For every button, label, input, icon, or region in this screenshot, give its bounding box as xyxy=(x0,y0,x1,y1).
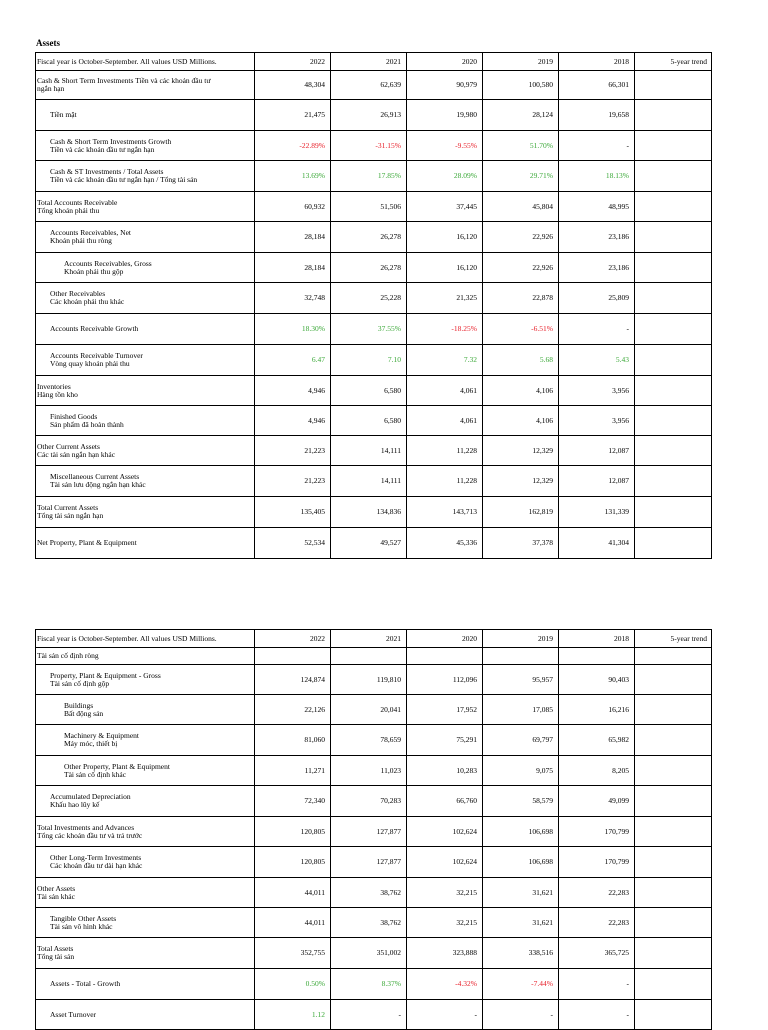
trend-cell xyxy=(635,648,712,665)
cell: 19,980 xyxy=(407,100,483,131)
cell: 26,278 xyxy=(331,253,407,283)
cell xyxy=(407,648,483,665)
row-label: Other Receivables Các khoản phải thu khác xyxy=(36,283,255,314)
cell: -4.32% xyxy=(407,969,483,1000)
table-row xyxy=(36,192,712,222)
cell xyxy=(331,648,407,665)
table-row xyxy=(36,847,712,878)
trend-cell xyxy=(635,878,712,908)
year-header: 2018 xyxy=(559,630,635,648)
table-row xyxy=(36,969,712,1000)
cell: 5.43 xyxy=(559,345,635,376)
cell: 12,087 xyxy=(559,466,635,497)
assets-table-1 xyxy=(35,52,712,559)
row-label: Accounts Receivables, Net Khoản phải thu ròng xyxy=(36,222,255,253)
cell: 51.70% xyxy=(483,131,559,161)
cell: 11,271 xyxy=(255,756,331,786)
table-row xyxy=(36,528,712,559)
trend-cell xyxy=(635,847,712,878)
trend-cell xyxy=(635,725,712,756)
row-label: Total Accounts Receivable Tổng khoản phải thu xyxy=(36,192,255,222)
table-row xyxy=(36,161,712,192)
trend-cell xyxy=(635,908,712,938)
year-header: 2021 xyxy=(331,630,407,648)
cell: 22,283 xyxy=(559,908,635,938)
row-label: Buildings Bất động sản xyxy=(36,695,255,725)
row-label: Accounts Receivables, Gross Khoản phải thu gộp xyxy=(36,253,255,283)
cell: 44,011 xyxy=(255,908,331,938)
trend-cell xyxy=(635,131,712,161)
cell: 127,877 xyxy=(331,817,407,847)
row-label: Property, Plant & Equipment - Gross Tài sản cố định gộp xyxy=(36,665,255,695)
trend-cell xyxy=(635,756,712,786)
cell: 162,819 xyxy=(483,497,559,528)
row-label: Assets - Total - Growth xyxy=(36,969,255,1000)
table-row xyxy=(36,253,712,283)
cell: 66,301 xyxy=(559,71,635,100)
cell: 17.85% xyxy=(331,161,407,192)
row-label: Total Current Assets Tổng tài sản ngắn hạn xyxy=(36,497,255,528)
table-row xyxy=(36,376,712,406)
cell: 49,527 xyxy=(331,528,407,559)
table-row xyxy=(36,695,712,725)
cell: 135,405 xyxy=(255,497,331,528)
trend-cell xyxy=(635,71,712,100)
trend-cell xyxy=(635,376,712,406)
cell: -9.55% xyxy=(407,131,483,161)
cell xyxy=(255,648,331,665)
cell xyxy=(559,648,635,665)
cell: 41,304 xyxy=(559,528,635,559)
trend-cell xyxy=(635,1000,712,1030)
cell: 37,445 xyxy=(407,192,483,222)
row-label: Other Current Assets Các tài sản ngắn hạn khác xyxy=(36,436,255,466)
cell: 32,215 xyxy=(407,878,483,908)
trend-cell xyxy=(635,192,712,222)
cell: 10,283 xyxy=(407,756,483,786)
table-row xyxy=(36,817,712,847)
cell: - xyxy=(331,1000,407,1030)
cell: 78,659 xyxy=(331,725,407,756)
cell: 8.37% xyxy=(331,969,407,1000)
cell: 60,932 xyxy=(255,192,331,222)
cell: 17,085 xyxy=(483,695,559,725)
cell: 4,946 xyxy=(255,406,331,436)
cell: 119,810 xyxy=(331,665,407,695)
row-label: Tiền mặt xyxy=(36,100,255,131)
cell: 51,506 xyxy=(331,192,407,222)
cell: 127,877 xyxy=(331,847,407,878)
cell: 22,283 xyxy=(559,878,635,908)
cell: 120,805 xyxy=(255,817,331,847)
table-row xyxy=(36,938,712,969)
row-label: Other Long-Term Investments Các khoản đầu tư dài hạn khác xyxy=(36,847,255,878)
cell: 31,621 xyxy=(483,908,559,938)
trend-cell xyxy=(635,817,712,847)
cell: 22,926 xyxy=(483,222,559,253)
cell: 49,099 xyxy=(559,786,635,817)
cell: 365,725 xyxy=(559,938,635,969)
cell: 48,304 xyxy=(255,71,331,100)
cell: 69,797 xyxy=(483,725,559,756)
cell: 3,956 xyxy=(559,406,635,436)
row-label: Tài sản cố định ròng xyxy=(36,648,255,665)
table-row xyxy=(36,71,712,100)
cell: 62,639 xyxy=(331,71,407,100)
cell: 351,002 xyxy=(331,938,407,969)
cell: 90,403 xyxy=(559,665,635,695)
cell: 28,184 xyxy=(255,253,331,283)
cell: - xyxy=(559,131,635,161)
trend-cell xyxy=(635,695,712,725)
cell: 52,534 xyxy=(255,528,331,559)
cell: 21,223 xyxy=(255,436,331,466)
trend-cell xyxy=(635,314,712,345)
cell: 16,216 xyxy=(559,695,635,725)
table-header-row xyxy=(36,630,712,648)
row-label: Inventories Hàng tồn kho xyxy=(36,376,255,406)
cell: 11,023 xyxy=(331,756,407,786)
row-label: Machinery & Equipment Máy móc, thiết bị xyxy=(36,725,255,756)
trend-cell xyxy=(635,100,712,131)
cell: 26,278 xyxy=(331,222,407,253)
cell: 352,755 xyxy=(255,938,331,969)
cell: 11,228 xyxy=(407,436,483,466)
trend-cell xyxy=(635,161,712,192)
year-header: 2021 xyxy=(331,53,407,71)
cell: 170,799 xyxy=(559,847,635,878)
cell: 44,011 xyxy=(255,878,331,908)
cell: 26,913 xyxy=(331,100,407,131)
cell: 124,874 xyxy=(255,665,331,695)
cell: 12,087 xyxy=(559,436,635,466)
row-label: Finished Goods Sản phẩm đã hoàn thành xyxy=(36,406,255,436)
table-row xyxy=(36,466,712,497)
table-row xyxy=(36,222,712,253)
cell: 37,378 xyxy=(483,528,559,559)
cell: 66,760 xyxy=(407,786,483,817)
cell: - xyxy=(559,1000,635,1030)
cell: 81,060 xyxy=(255,725,331,756)
year-header: 2022 xyxy=(255,53,331,71)
trend-header: 5-year trend xyxy=(635,53,712,71)
cell: 58,579 xyxy=(483,786,559,817)
cell: - xyxy=(559,969,635,1000)
cell: 106,698 xyxy=(483,847,559,878)
cell: 7.10 xyxy=(331,345,407,376)
cell: 9,075 xyxy=(483,756,559,786)
cell: 32,748 xyxy=(255,283,331,314)
trend-cell xyxy=(635,436,712,466)
cell: 102,624 xyxy=(407,847,483,878)
table-row xyxy=(36,786,712,817)
cell: 3,956 xyxy=(559,376,635,406)
year-header: 2020 xyxy=(407,53,483,71)
cell: - xyxy=(407,1000,483,1030)
trend-cell xyxy=(635,283,712,314)
cell: 23,186 xyxy=(559,222,635,253)
cell: 45,336 xyxy=(407,528,483,559)
cell: 143,713 xyxy=(407,497,483,528)
cell: 28,184 xyxy=(255,222,331,253)
cell: 37.55% xyxy=(331,314,407,345)
row-label: Cash & Short Term Investments Growth Tiền và các khoản đầu tư ngắn hạn xyxy=(36,131,255,161)
cell: 17,952 xyxy=(407,695,483,725)
table-row xyxy=(36,406,712,436)
cell: 31,621 xyxy=(483,878,559,908)
cell: 5.68 xyxy=(483,345,559,376)
cell: 106,698 xyxy=(483,817,559,847)
cell: 16,120 xyxy=(407,253,483,283)
cell: 6,580 xyxy=(331,376,407,406)
cell: - xyxy=(483,1000,559,1030)
cell: 38,762 xyxy=(331,908,407,938)
table-row xyxy=(36,665,712,695)
cell: 70,283 xyxy=(331,786,407,817)
cell: 72,340 xyxy=(255,786,331,817)
cell: 65,982 xyxy=(559,725,635,756)
row-label: Other Assets Tài sản khác xyxy=(36,878,255,908)
row-label: Net Property, Plant & Equipment xyxy=(36,528,255,559)
cell: 75,291 xyxy=(407,725,483,756)
cell: 14,111 xyxy=(331,466,407,497)
trend-cell xyxy=(635,345,712,376)
cell: -18.25% xyxy=(407,314,483,345)
year-header: 2022 xyxy=(255,630,331,648)
cell: 323,888 xyxy=(407,938,483,969)
cell: 18.30% xyxy=(255,314,331,345)
table-row xyxy=(36,878,712,908)
trend-cell xyxy=(635,497,712,528)
cell: 100,580 xyxy=(483,71,559,100)
cell: 1.12 xyxy=(255,1000,331,1030)
cell: 8,205 xyxy=(559,756,635,786)
table-row xyxy=(36,436,712,466)
cell: 120,805 xyxy=(255,847,331,878)
cell: 25,228 xyxy=(331,283,407,314)
cell: 6,580 xyxy=(331,406,407,436)
cell: 170,799 xyxy=(559,817,635,847)
row-label: Accounts Receivable Turnover Vòng quay khoản phải thu xyxy=(36,345,255,376)
cell: 102,624 xyxy=(407,817,483,847)
cell: 28.09% xyxy=(407,161,483,192)
cell: 20,041 xyxy=(331,695,407,725)
trend-cell xyxy=(635,222,712,253)
cell: 134,836 xyxy=(331,497,407,528)
cell: 25,809 xyxy=(559,283,635,314)
trend-cell xyxy=(635,786,712,817)
year-header: 2019 xyxy=(483,630,559,648)
table-row xyxy=(36,283,712,314)
cell: 23,186 xyxy=(559,253,635,283)
cell: 4,061 xyxy=(407,406,483,436)
cell: 21,475 xyxy=(255,100,331,131)
cell: 22,126 xyxy=(255,695,331,725)
row-label: Cash & ST Investments / Total Assets Tiền và các khoản đầu tư ngắn hạn / Tổng tài sản xyxy=(36,161,255,192)
row-label: Total Investments and Advances Tổng các khoản đầu tư và trả trước xyxy=(36,817,255,847)
cell: 18.13% xyxy=(559,161,635,192)
year-header: 2019 xyxy=(483,53,559,71)
row-label: Cash & Short Term Investments Tiền và các khoản đầu tư ngắn hạn xyxy=(36,71,255,100)
cell: 4,061 xyxy=(407,376,483,406)
cell: 14,111 xyxy=(331,436,407,466)
cell: 90,979 xyxy=(407,71,483,100)
table-row xyxy=(36,100,712,131)
cell: 29.71% xyxy=(483,161,559,192)
trend-cell xyxy=(635,406,712,436)
cell: 21,325 xyxy=(407,283,483,314)
trend-header: 5-year trend xyxy=(635,630,712,648)
row-label: Miscellaneous Current Assets Tài sản lưu động ngắn hạn khác xyxy=(36,466,255,497)
cell: 4,946 xyxy=(255,376,331,406)
trend-cell xyxy=(635,528,712,559)
cell: -22.89% xyxy=(255,131,331,161)
cell: 0.50% xyxy=(255,969,331,1000)
cell: 21,223 xyxy=(255,466,331,497)
header-label: Fiscal year is October-September. All values USD Millions. xyxy=(36,53,255,71)
table-row xyxy=(36,725,712,756)
cell: 16,120 xyxy=(407,222,483,253)
row-label: Accumulated Depreciation Khấu hao lũy kế xyxy=(36,786,255,817)
cell: 13.69% xyxy=(255,161,331,192)
cell: 12,329 xyxy=(483,466,559,497)
cell: 22,926 xyxy=(483,253,559,283)
trend-cell xyxy=(635,969,712,1000)
cell: 22,878 xyxy=(483,283,559,314)
cell: -6.51% xyxy=(483,314,559,345)
trend-cell xyxy=(635,253,712,283)
cell: 338,516 xyxy=(483,938,559,969)
row-label: Tangible Other Assets Tài sản vô hình khác xyxy=(36,908,255,938)
row-label: Other Property, Plant & Equipment Tài sản cố định khác xyxy=(36,756,255,786)
table-row xyxy=(36,345,712,376)
table-row xyxy=(36,756,712,786)
cell: 7.32 xyxy=(407,345,483,376)
year-header: 2020 xyxy=(407,630,483,648)
row-label: Accounts Receivable Growth xyxy=(36,314,255,345)
header-label: Fiscal year is October-September. All values USD Millions. xyxy=(36,630,255,648)
assets-table-2 xyxy=(35,629,712,1030)
table-row xyxy=(36,314,712,345)
cell: -7.44% xyxy=(483,969,559,1000)
cell: 6.47 xyxy=(255,345,331,376)
cell: 95,957 xyxy=(483,665,559,695)
trend-cell xyxy=(635,466,712,497)
cell: 4,106 xyxy=(483,406,559,436)
table-row xyxy=(36,1000,712,1030)
table-row xyxy=(36,497,712,528)
cell xyxy=(483,648,559,665)
cell: -31.15% xyxy=(331,131,407,161)
cell: 45,804 xyxy=(483,192,559,222)
cell: - xyxy=(559,314,635,345)
section-title: Assets xyxy=(36,38,60,48)
cell: 38,762 xyxy=(331,878,407,908)
cell: 131,339 xyxy=(559,497,635,528)
table-row xyxy=(36,908,712,938)
trend-cell xyxy=(635,665,712,695)
table-row xyxy=(36,648,712,665)
cell: 12,329 xyxy=(483,436,559,466)
trend-cell xyxy=(635,938,712,969)
cell: 112,096 xyxy=(407,665,483,695)
year-header: 2018 xyxy=(559,53,635,71)
cell: 32,215 xyxy=(407,908,483,938)
cell: 11,228 xyxy=(407,466,483,497)
row-label: Total Assets Tổng tài sản xyxy=(36,938,255,969)
row-label: Asset Turnover xyxy=(36,1000,255,1030)
table-row xyxy=(36,131,712,161)
table-header-row xyxy=(36,53,712,71)
cell: 28,124 xyxy=(483,100,559,131)
cell: 4,106 xyxy=(483,376,559,406)
cell: 48,995 xyxy=(559,192,635,222)
cell: 19,658 xyxy=(559,100,635,131)
